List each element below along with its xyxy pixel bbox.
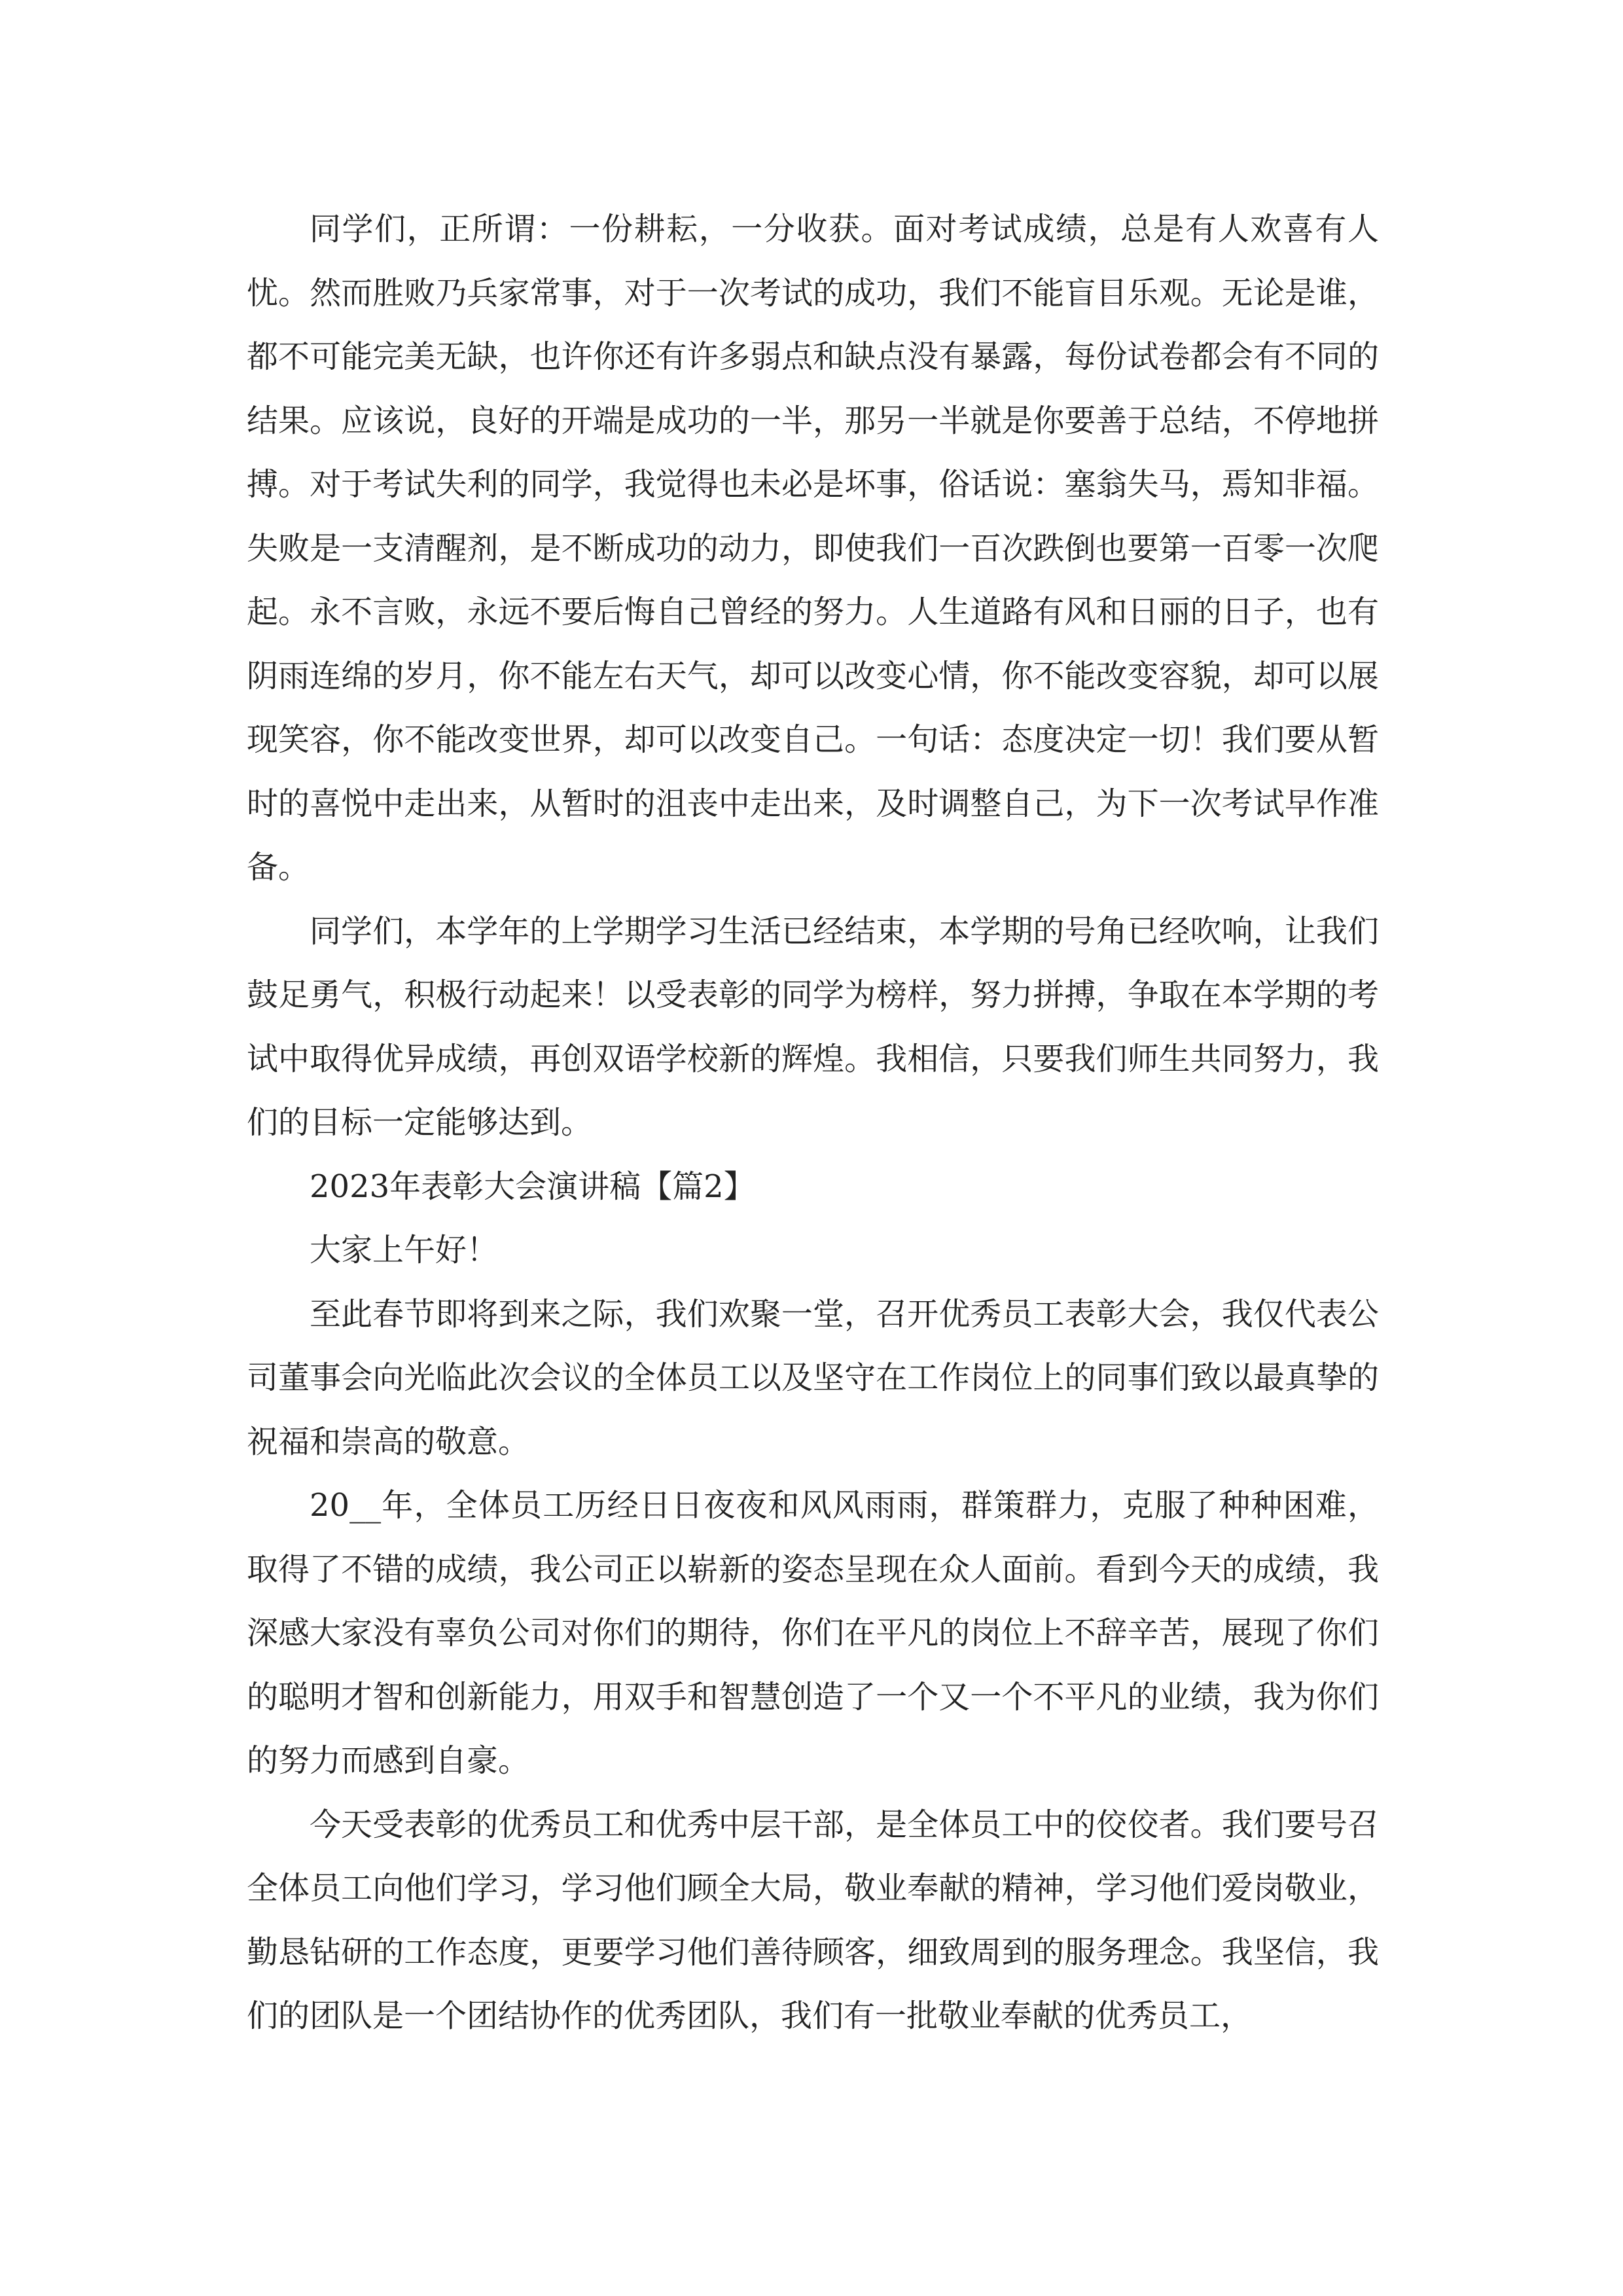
paragraph-exam-reflection: 同学们，正所谓：一份耕耘，一分收获。面对考试成绩，总是有人欢喜有人忧。然而胜败乃兵家常事，对于一次考试的成功，我们不能盲目乐观。无论是谁，都不可能完美无缺，也许你还有许多弱点和缺点没有暴露，每份试卷都会有不同的结果。应该说，良好的开端是成功的一半，那另一半就是你要善于总结，不停地拼搏。对于考试失利的同学，我觉得也未必是坏事，俗话说：塞翁失马，焉知非福。失败是一支清醒剂，是不断成功的动力，即使我们一百次跌倒也要第一百零一次爬起。永不言败，永远不要后悔自己曾经的努力。人生道路有风和日丽的日子，也有阴雨连绵的岁月，你不能左右天气，却可以改变心情，你不能改变容貌，却可以展现笑容，你不能改变世界，却可以改变自己。一句话：态度决定一切！我们要从暂时的喜悦中走出来，从暂时的沮丧中走出来，及时调整自己，为下一次考试早作准备。 bbox=[247, 211, 1379, 886]
document-body bbox=[247, 198, 1379, 2049]
paragraph-achievements: 20__年，全体员工历经日日夜夜和风风雨雨，群策群力，克服了种种困难，取得了不错的成绩，我公司正以崭新的姿态呈现在众人面前。看到今天的成绩，我深感大家没有辜负公司对你们的期待，你们在平凡的岗位上不辞辛苦，展现了你们的聪明才智和创新能力，用双手和智慧创造了一个又一个不平凡的业绩，我为你们的努力而感到自豪。 bbox=[247, 1487, 1379, 1779]
paragraph-greeting: 大家上午好！ bbox=[310, 1232, 499, 1268]
paragraph-honorees: 今天受表彰的优秀员工和优秀中层干部，是全体员工中的佼佼者。我们要号召全体员工向他们学习，学习他们顾全大局，敬业奉献的精神，学习他们爱岗敬业，勤恳钻研的工作态度，更要学习他们善待顾客，细致周到的服务理念。我坚信，我们的团队是一个团结协作的优秀团队，我们有一批敬业奉献的优秀员工， bbox=[247, 1806, 1379, 2034]
paragraph-opening: 至此春节即将到来之际，我们欢聚一堂，召开优秀员工表彰大会，我仅代表公司董事会向光临此次会议的全体员工以及坚守在工作岗位上的同事们致以最真挚的祝福和崇高的敬意。 bbox=[247, 1295, 1379, 1460]
section-heading: 2023年表彰大会演讲稿【篇2】 bbox=[310, 1168, 755, 1205]
paragraph-new-semester: 同学们，本学年的上学期学习生活已经结束，本学期的号角已经吹响，让我们鼓足勇气，积极行动起来！以受表彰的同学为榜样，努力拼搏，争取在本学期的考试中取得优异成绩，再创双语学校新的辉煌。我相信，只要我们师生共同努力，我们的目标一定能够达到。 bbox=[247, 912, 1379, 1141]
